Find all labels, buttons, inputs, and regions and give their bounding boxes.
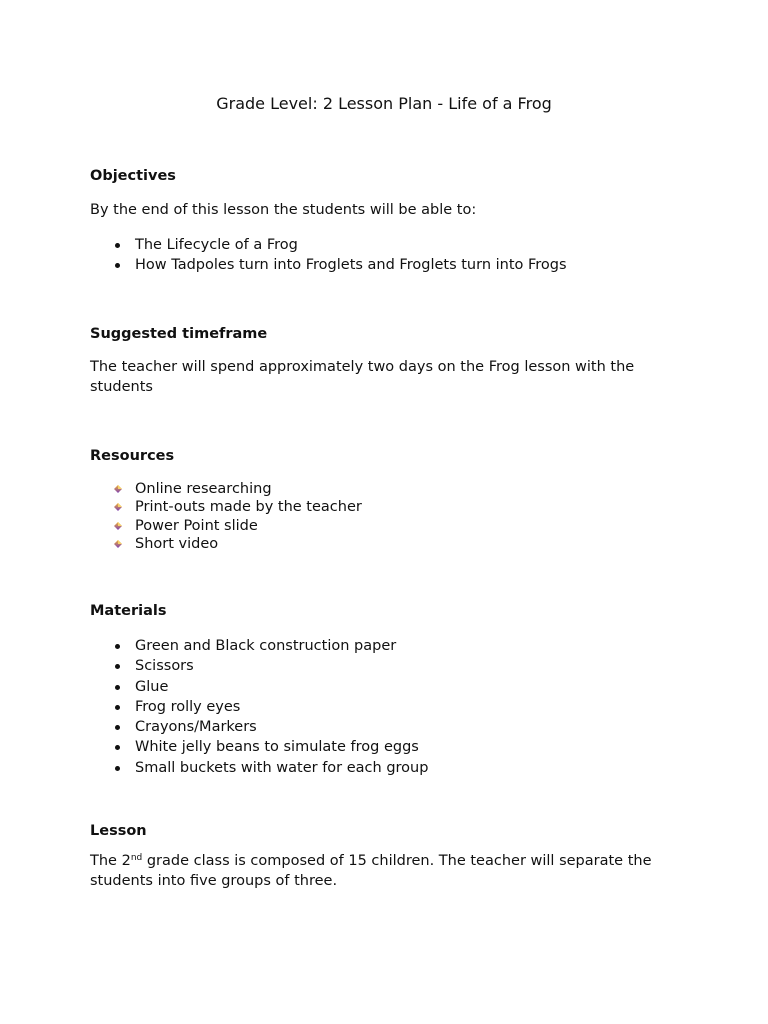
gem-bullet-icon: [113, 502, 123, 512]
materials-heading: Materials: [90, 603, 167, 619]
resources-list: [90, 480, 690, 553]
list-item: Green and Black construction paper: [90, 636, 690, 656]
list-item: [90, 498, 690, 516]
list-item: The Lifecycle of a Frog: [90, 235, 690, 255]
gem-bullet-icon: [113, 521, 123, 531]
list-item: How Tadpoles turn into Froglets and Froglets turn into Frogs: [90, 255, 690, 275]
materials-list: [90, 636, 690, 778]
resources-heading: Resources: [90, 448, 175, 464]
lesson-text-start: The 2: [90, 853, 131, 869]
list-item: [90, 480, 690, 498]
lesson-text-rest: grade class is composed of 15 children. The teacher will separate the students into five groups of three.: [90, 853, 652, 889]
list-item: Glue: [90, 677, 690, 697]
objectives-intro: By the end of this lesson the students will be able to:: [90, 202, 477, 218]
list-item: Scissors: [90, 656, 690, 676]
resource-label: Print-outs made by the teacher: [135, 499, 362, 516]
list-item: Small buckets with water for each group: [90, 758, 690, 778]
page-title: Grade Level: 2 Lesson Plan - Life of a Frog: [216, 94, 552, 113]
list-item: [90, 535, 690, 553]
gem-bullet-icon: [113, 539, 123, 549]
timeframe-heading: Suggested timeframe: [90, 326, 268, 342]
list-item: Crayons/Markers: [90, 717, 690, 737]
timeframe-text: The teacher will spend approximately two days on the Frog lesson with the students: [90, 359, 635, 395]
list-item: White jelly beans to simulate frog eggs: [90, 737, 690, 757]
objectives-heading: Objectives: [90, 168, 176, 184]
ordinal-suffix: nd: [130, 853, 143, 863]
list-item: [90, 517, 690, 535]
resource-label: Power Point slide: [135, 517, 258, 534]
resource-label: Online researching: [135, 481, 272, 497]
lesson-heading: Lesson: [90, 823, 147, 839]
objectives-list: [90, 235, 690, 276]
resource-label: Short video: [135, 535, 219, 552]
gem-bullet-icon: [113, 484, 123, 494]
list-item: Frog rolly eyes: [90, 697, 690, 717]
lesson-text: [90, 851, 685, 891]
